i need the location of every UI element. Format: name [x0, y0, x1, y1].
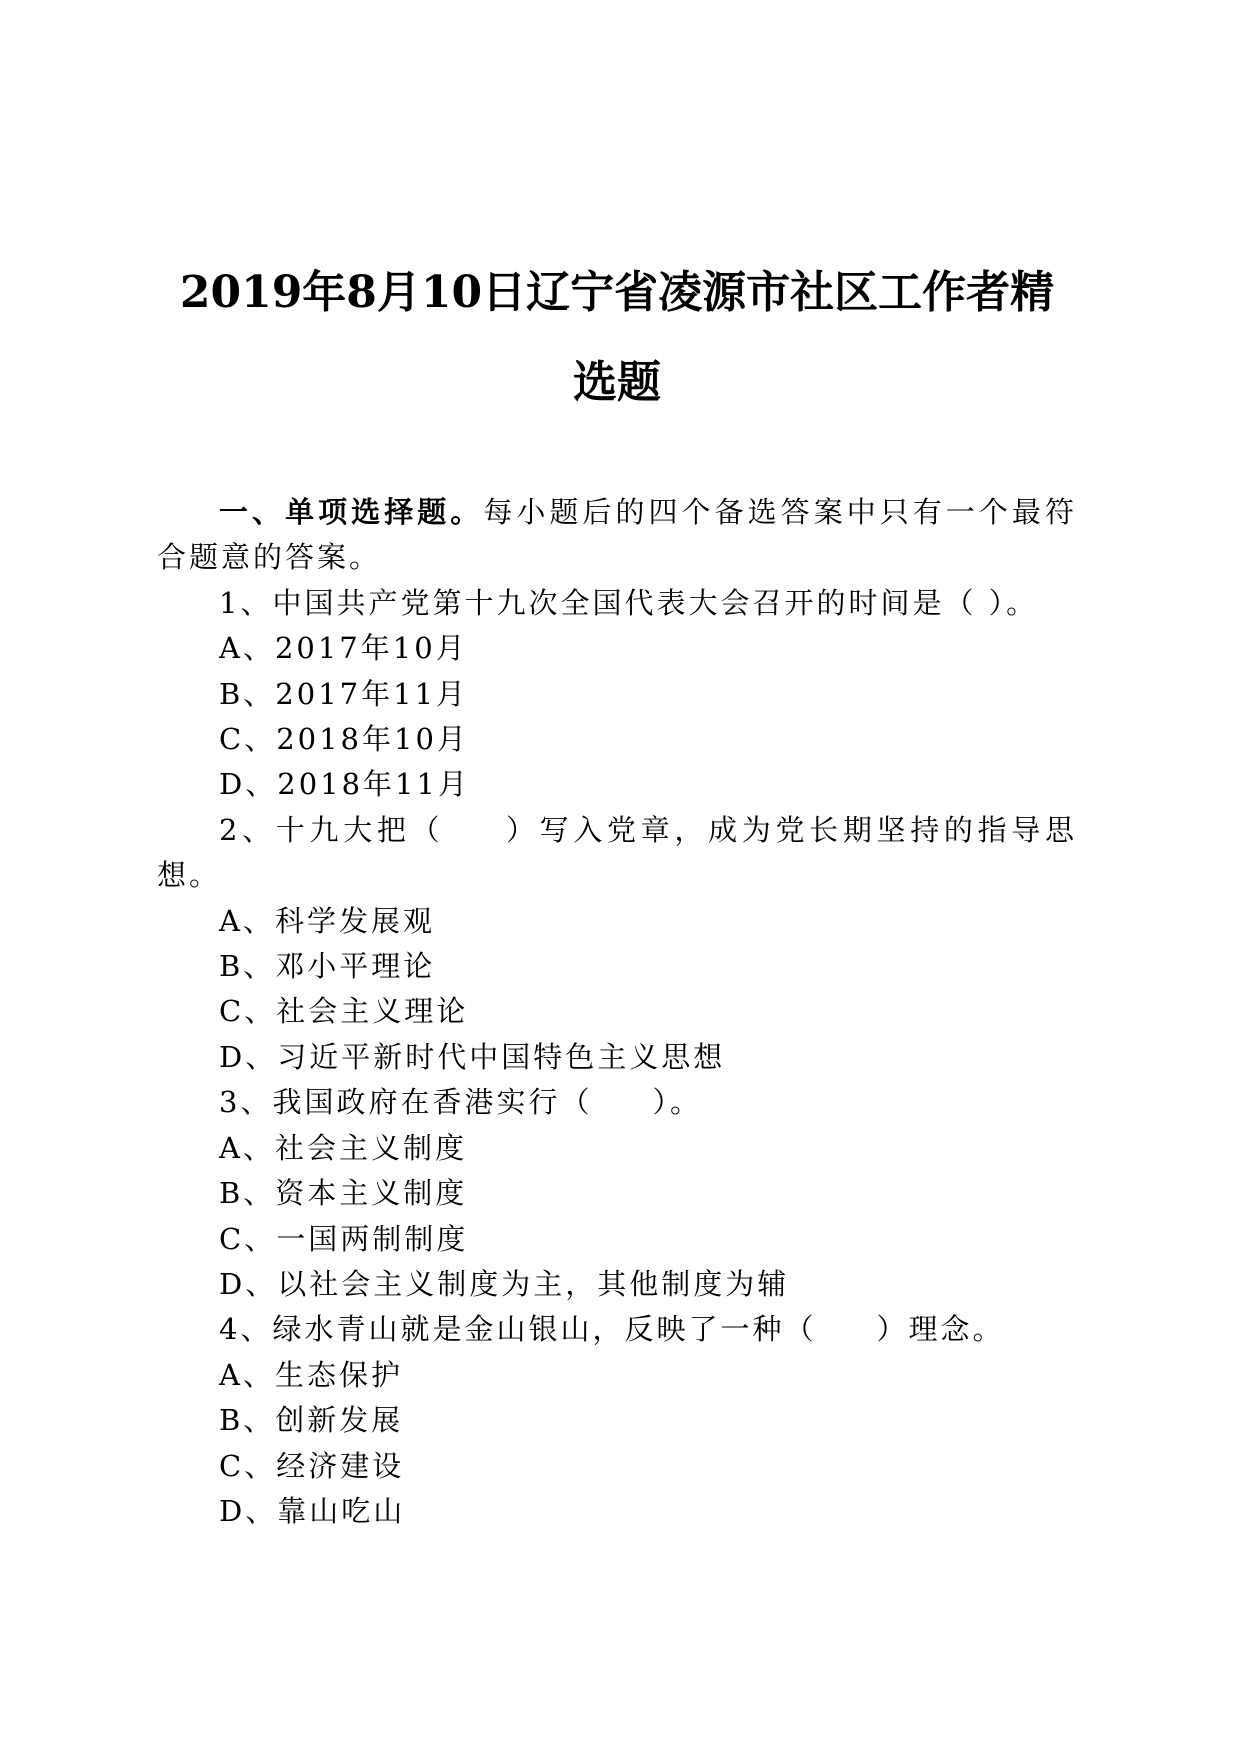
question-4-option-c: C、经济建设 — [219, 1448, 405, 1483]
document-page — [157, 248, 1077, 1534]
section-heading: 一、单项选择题。 — [219, 495, 484, 529]
question-3-option-c: C、一国两制制度 — [219, 1221, 469, 1256]
question-2-stem — [157, 808, 1077, 899]
question-3-stem-before: 3、我国政府在香港实行（ — [219, 1085, 593, 1120]
question-2-option-b: B、邓小平理论 — [219, 949, 436, 984]
question-1-option-b: B、2017年11月 — [219, 676, 469, 711]
question-3-stem-after: ）。 — [652, 1085, 702, 1120]
question-1-option-a: A、2017年10月 — [219, 631, 468, 666]
question-2-stem-after: ）写入党章，成为党长期坚持的指导思想。 — [157, 812, 1077, 893]
section-intro — [157, 490, 1077, 581]
title-line-1: 2019年8月10日辽宁省凌源市社区工作者精 — [179, 267, 1055, 318]
question-4-option-a: A、生态保护 — [219, 1357, 403, 1392]
question-1-option-d: D、2018年11月 — [219, 767, 470, 802]
question-2-option-a: A、科学发展观 — [219, 903, 435, 938]
question-2-option-c: C、社会主义理论 — [219, 994, 469, 1029]
question-3-option-d: D、以社会主义制度为主，其他制度为辅 — [219, 1266, 790, 1301]
question-4-stem-after: ）理念。 — [876, 1312, 1005, 1347]
question-1-stem: 1、中国共产党第十九次全国代表大会召开的时间是（ ）。 — [219, 585, 1039, 620]
question-1-option-c: C、2018年10月 — [219, 722, 469, 757]
question-3-option-b: B、资本主义制度 — [219, 1176, 468, 1211]
document-body — [157, 490, 1077, 1534]
section-instruction: 每小题后的四个备选答案中只有一个最符合题意的答案。 — [157, 495, 1077, 575]
document-title — [157, 248, 1077, 428]
question-2-option-d: D、习近平新时代中国特色主义思想 — [219, 1039, 726, 1074]
question-4-stem-before: 4、绿水青山就是金山银山，反映了一种（ — [219, 1312, 817, 1347]
question-4-option-b: B、创新发展 — [219, 1403, 404, 1438]
question-3-stem — [157, 1080, 1077, 1125]
question-4-stem — [157, 1307, 1077, 1352]
question-4-option-d: D、靠山吃山 — [219, 1493, 406, 1528]
question-3-option-a: A、社会主义制度 — [219, 1130, 467, 1165]
question-2-stem-before: 2、十九大把（ — [219, 812, 445, 847]
title-line-2: 选题 — [573, 357, 661, 408]
